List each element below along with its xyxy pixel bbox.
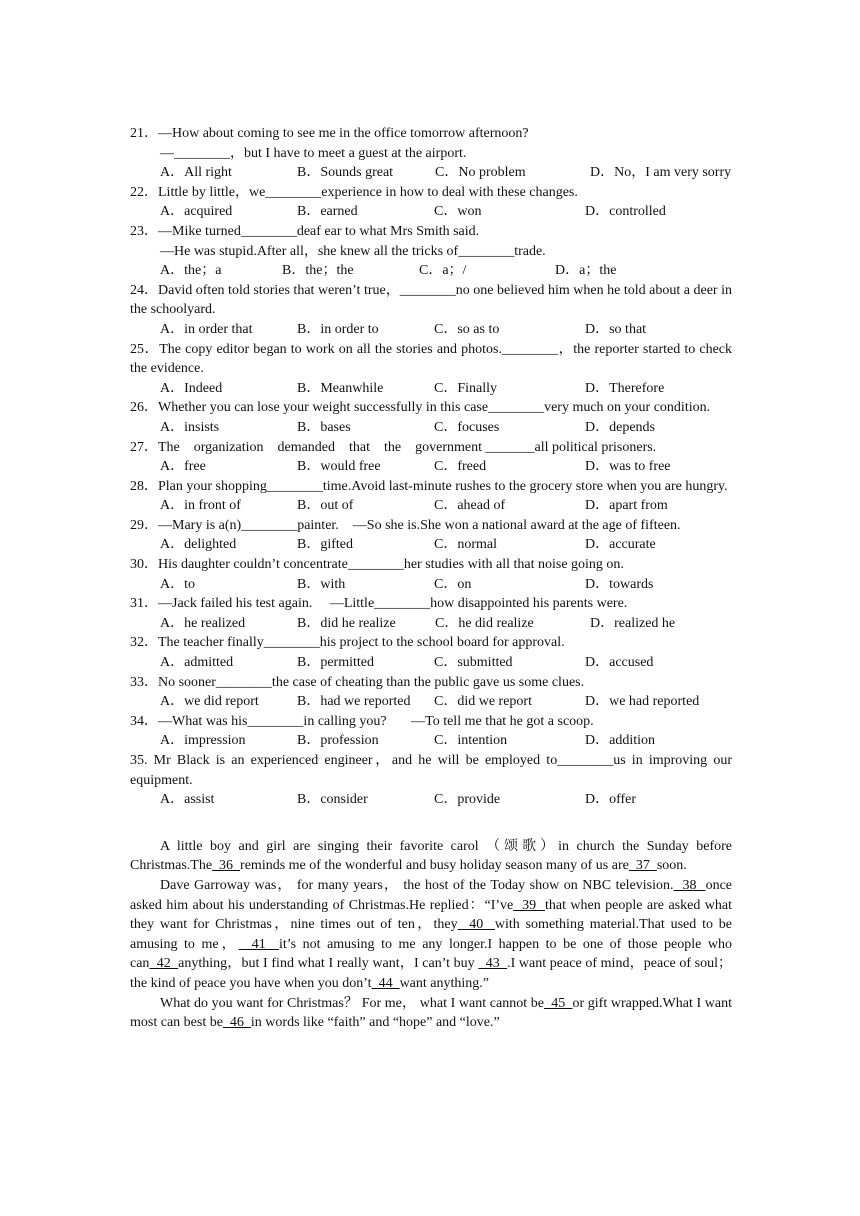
question-response: —________，but I have to meet a guest at the airport. bbox=[160, 145, 467, 161]
option-a: A．in front of bbox=[160, 498, 241, 514]
question-stem: 28．Plan your shopping________time.Avoid last-minute rushes to the grocery store when you are hungry. bbox=[130, 478, 728, 494]
question-stem: 24．David often told stories that weren’t true，________no one believed him when he told about a deer in the schoolyard. bbox=[130, 282, 732, 318]
option-b: B．gifted bbox=[297, 537, 353, 553]
question-22 bbox=[130, 183, 732, 222]
cloze-blank: 37 bbox=[628, 858, 657, 874]
option-c: C．focuses bbox=[434, 419, 500, 435]
option-d: D．controlled bbox=[585, 204, 666, 220]
option-b: B．in order to bbox=[297, 321, 379, 337]
question-35 bbox=[130, 751, 732, 810]
option-d: D．accused bbox=[585, 655, 654, 671]
option-a: A．in order that bbox=[160, 321, 253, 337]
option-b: B．had we reported bbox=[297, 694, 411, 710]
option-c: C．ahead of bbox=[434, 498, 506, 514]
option-c: C．intention bbox=[434, 733, 508, 749]
question-26 bbox=[130, 398, 732, 437]
question-29 bbox=[130, 516, 732, 555]
option-b: B．the；the bbox=[282, 263, 354, 279]
option-d: D．we had reported bbox=[585, 694, 700, 710]
cloze-blank: 36 bbox=[212, 858, 241, 874]
option-b: B．with bbox=[297, 576, 346, 592]
question-stem: 22．Little by little，we________experience in how to deal with these changes. bbox=[130, 184, 578, 200]
options bbox=[130, 575, 732, 595]
passage-paragraph: What do you want for Christmas？ For me， what I want cannot be 45 or gift wrapped.What I want most can best be 46 in words like “faith” and “hope” and “love.” bbox=[130, 995, 732, 1031]
option-a: A．he realized bbox=[160, 615, 246, 631]
cloze-passage bbox=[130, 837, 732, 1033]
option-a: A．we did report bbox=[160, 694, 259, 710]
option-d: D．addition bbox=[585, 733, 655, 749]
cloze-blank: 39 bbox=[513, 897, 545, 913]
option-a: A．acquired bbox=[160, 204, 233, 220]
option-b: B．profession bbox=[297, 733, 379, 749]
option-c: C．won bbox=[434, 204, 482, 220]
question-stem: 35. Mr Black is an experienced engineer，and he will be employed to________us in improving our equipment. bbox=[130, 753, 732, 788]
option-c: C．on bbox=[434, 576, 472, 592]
passage-paragraph: A little boy and girl are singing their favorite carol （颂歌）in church the Sunday before Christmas.The 36 reminds me of the wonderful and busy holiday season many of us are 37 soon. bbox=[130, 838, 732, 874]
option-a: A．insists bbox=[160, 419, 220, 435]
option-a: A．admitted bbox=[160, 655, 234, 671]
question-stem: 31．—Jack failed his test again. —Little________how disappointed his parents were. bbox=[130, 596, 628, 612]
cloze-blank: 43 bbox=[478, 956, 508, 972]
exam-page bbox=[130, 124, 732, 1033]
cloze-blank: 40 bbox=[457, 917, 495, 933]
question-response: —He was stupid.After all，she knew all the tricks of________trade. bbox=[160, 243, 546, 259]
options bbox=[130, 418, 732, 438]
question-stem: 23．—Mike turned________deaf ear to what Mrs Smith said. bbox=[130, 223, 480, 239]
question-27 bbox=[130, 438, 732, 477]
question-21 bbox=[130, 124, 732, 183]
option-a: A．impression bbox=[160, 733, 246, 749]
option-b: B．earned bbox=[297, 204, 358, 220]
option-b: B．Sounds great bbox=[297, 165, 394, 181]
option-c: C．so as to bbox=[434, 321, 500, 337]
option-c: C．submitted bbox=[434, 655, 513, 671]
question-stem: 26．Whether you can lose your weight successfully in this case________very much on your condition. bbox=[130, 400, 711, 416]
option-b: B．out of bbox=[297, 498, 354, 514]
options bbox=[130, 653, 732, 673]
option-c: C．a；/ bbox=[419, 263, 467, 279]
question-24 bbox=[130, 281, 732, 340]
options bbox=[130, 163, 732, 183]
question-34 bbox=[130, 712, 732, 751]
option-a: A．All right bbox=[160, 165, 232, 181]
cloze-blank: 44 bbox=[371, 975, 400, 991]
question-stem: 32．The teacher finally________his project to the school board for approval. bbox=[130, 635, 565, 651]
option-a: A．Indeed bbox=[160, 380, 223, 396]
option-b: B．would free bbox=[297, 459, 381, 475]
question-32 bbox=[130, 633, 732, 672]
options bbox=[130, 614, 732, 634]
options bbox=[130, 790, 732, 810]
option-c: C．provide bbox=[434, 792, 501, 808]
question-stem: 25．The copy editor began to work on all the stories and photos.________，the reporter started to check the evidence. bbox=[130, 341, 732, 377]
option-b: B．did he realize bbox=[297, 615, 396, 631]
passage-paragraph: Dave Garroway was， for many years， the host of the Today show on NBC television. 38 once asked him about his understanding of Christmas.He replied：“I’ve 39 that when people are asked what they want for Christmas，nine times out of ten，they 40 with something material.That used to be amusing to me， 41 it’s not amusing to me any longer.I happen to be one of those people who can 42 anything，but I find what I really want，I can’t buy 43 .I want peace of mind，peace of soul；the kind of peace you have when you don’t 44 want anything.” bbox=[130, 877, 733, 991]
option-d: D．apart from bbox=[585, 498, 668, 514]
options bbox=[130, 379, 732, 399]
option-d: D．accurate bbox=[585, 537, 656, 553]
options bbox=[130, 320, 732, 340]
question-31 bbox=[130, 594, 732, 633]
options bbox=[130, 731, 732, 751]
question-stem: 29．—Mary is a(n)________painter. —So she is.She won a national award at the age of fifteen. bbox=[130, 517, 681, 533]
option-b: B．consider bbox=[297, 792, 368, 808]
option-c: C．normal bbox=[434, 537, 497, 553]
option-c: C．freed bbox=[434, 459, 487, 475]
options bbox=[130, 496, 732, 516]
option-d: D．Therefore bbox=[585, 380, 665, 396]
options bbox=[130, 457, 732, 477]
question-28 bbox=[130, 477, 732, 516]
cloze-blank: 46 bbox=[222, 1015, 251, 1031]
option-d: D．offer bbox=[585, 792, 637, 808]
option-d: D．depends bbox=[585, 419, 655, 435]
option-a: A．the；a bbox=[160, 263, 222, 279]
question-stem: 30．His daughter couldn’t concentrate________her studies with all that noise going on. bbox=[130, 557, 624, 573]
option-a: A．free bbox=[160, 459, 206, 475]
question-25 bbox=[130, 340, 732, 399]
option-c: C．No problem bbox=[435, 165, 526, 181]
option-a: A．assist bbox=[160, 792, 215, 808]
option-d: D．so that bbox=[585, 321, 647, 337]
option-d: D．a；the bbox=[555, 263, 617, 279]
options bbox=[130, 261, 732, 281]
option-b: B．permitted bbox=[297, 655, 374, 671]
options bbox=[130, 202, 732, 222]
option-d: D．was to free bbox=[585, 459, 671, 475]
question-33 bbox=[130, 673, 732, 712]
cloze-blank: 41 bbox=[238, 936, 279, 952]
question-stem: 34．—What was his________in calling you? —To tell me that he got a scoop. bbox=[130, 713, 594, 729]
options bbox=[130, 692, 732, 712]
question-stem: 21．—How about coming to see me in the office tomorrow afternoon? bbox=[130, 126, 529, 141]
question-stem: 27．The organization demanded that the government _______all political prisoners. bbox=[130, 439, 657, 455]
question-30 bbox=[130, 555, 732, 594]
option-b: B．Meanwhile bbox=[297, 380, 384, 396]
cloze-blank: 45 bbox=[543, 995, 573, 1011]
options bbox=[130, 535, 732, 555]
option-a: A．to bbox=[160, 576, 195, 592]
question-23 bbox=[130, 222, 732, 281]
option-c: C．did we report bbox=[434, 694, 532, 710]
option-d: D．No，I am very sorry bbox=[590, 165, 732, 181]
option-d: D．realized he bbox=[590, 615, 676, 631]
option-d: D．towards bbox=[585, 576, 654, 592]
option-a: A．delighted bbox=[160, 537, 237, 553]
question-stem: 33．No sooner________the case of cheating than the public gave us some clues. bbox=[130, 674, 585, 690]
cloze-blank: 38 bbox=[673, 877, 706, 893]
option-c: C．Finally bbox=[434, 380, 498, 396]
option-b: B．bases bbox=[297, 419, 351, 435]
option-c: C．he did realize bbox=[435, 615, 534, 631]
cloze-blank: 42 bbox=[149, 956, 179, 972]
